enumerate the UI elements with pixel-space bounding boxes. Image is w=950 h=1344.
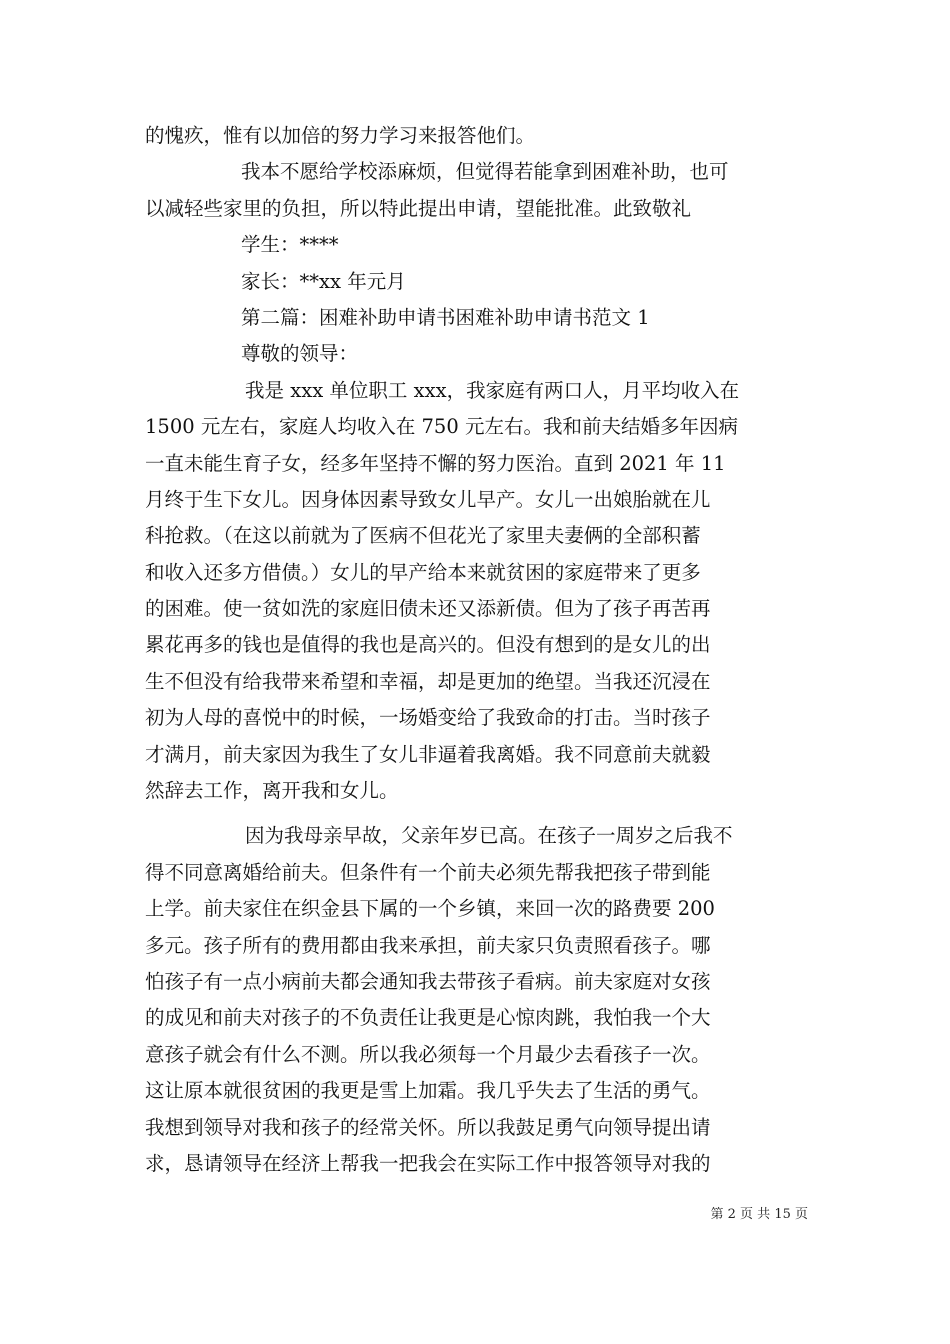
text-line: 多元。孩子所有的费用都由我来承担，前夫家只负责照看孩子。哪 — [145, 933, 711, 957]
text-line: 我想到领导对我和孩子的经常关怀。所以我鼓足勇气向领导提出请 — [145, 1115, 711, 1139]
text-line: 的成见和前夫对孩子的不负责任让我更是心惊肉跳，我怕我一个大 — [145, 1006, 711, 1030]
text-line: 怕孩子有一点小病前夫都会通知我去带孩子看病。前夫家庭对女孩 — [145, 969, 711, 993]
student-signature: 学生：**** — [241, 233, 339, 257]
text-line: 上学。前夫家住在织金县下属的一个乡镇，来回一次的路费要 200 — [145, 897, 715, 921]
page-number-footer: 第 2 页 共 15 页 — [710, 1207, 808, 1222]
text-line: 和收入还多方借债。）女儿的早产给本来就贫困的家庭带来了更多 — [145, 560, 701, 584]
text-line: 1500 元左右，家庭人均收入在 750 元左右。我和前夫结婚多年因病 — [145, 415, 738, 439]
paragraph-start: 我本不愿给学校添麻烦，但觉得若能拿到困难补助，也可 — [241, 160, 729, 184]
paragraph-gap — [145, 809, 813, 818]
text-line: 求，恳请领导在经济上帮我一把我会在实际工作中报答领导对我的 — [145, 1151, 711, 1175]
parent-signature-date: 家长：**xx 年元月 — [241, 269, 406, 293]
text-line: 的困难。使一贫如洗的家庭旧债未还又添新债。但为了孩子再苦再 — [145, 597, 711, 621]
text-line: 这让原本就很贫困的我更是雪上加霜。我几乎失去了生活的勇气。 — [145, 1079, 711, 1103]
salutation: 尊敬的领导： — [241, 342, 359, 366]
text-line: 初为人母的喜悦中的时候，一场婚变给了我致命的打击。当时孩子 — [145, 706, 711, 730]
text-line: 科抢救。（在这以前就为了医病不但花光了家里夫妻俩的全部积蓄 — [145, 524, 701, 548]
text-line: 然辞去工作，离开我和女儿。 — [145, 779, 399, 803]
text-line: 意孩子就会有什么不测。所以我必须每一个月最少去看孩子一次。 — [145, 1042, 711, 1066]
text-line: 得不同意离婚给前夫。但条件有一个前夫必须先帮我把孩子带到能 — [145, 860, 711, 884]
text-line: 累花再多的钱也是值得的我也是高兴的。但没有想到的是女儿的出 — [145, 633, 711, 657]
paragraph-start: 因为我母亲早故，父亲年岁已高。在孩子一周岁之后我不 — [245, 824, 733, 848]
text-line: 一直未能生育子女，经多年坚持不懈的努力医治。直到 2021 年 11 — [145, 451, 726, 475]
section-heading: 第二篇：困难补助申请书困难补助申请书范文 1 — [241, 305, 650, 329]
document-body — [145, 118, 813, 1182]
text-line: 以减轻些家里的负担，所以特此提出申请，望能批准。此致敬礼 — [145, 196, 692, 220]
text-line: 的愧疚，惟有以加倍的努力学习来报答他们。 — [145, 124, 536, 147]
text-line: 月终于生下女儿。因身体因素导致女儿早产。女儿一出娘胎就在儿 — [145, 487, 711, 511]
text-line: 才满月，前夫家因为我生了女儿非逼着我离婚。我不同意前夫就毅 — [145, 742, 711, 766]
paragraph-start: 我是 xxx 单位职工 xxx，我家庭有两口人，月平均收入在 — [245, 378, 740, 402]
text-line: 生不但没有给我带来希望和幸福，却是更加的绝望。当我还沉浸在 — [145, 669, 711, 693]
